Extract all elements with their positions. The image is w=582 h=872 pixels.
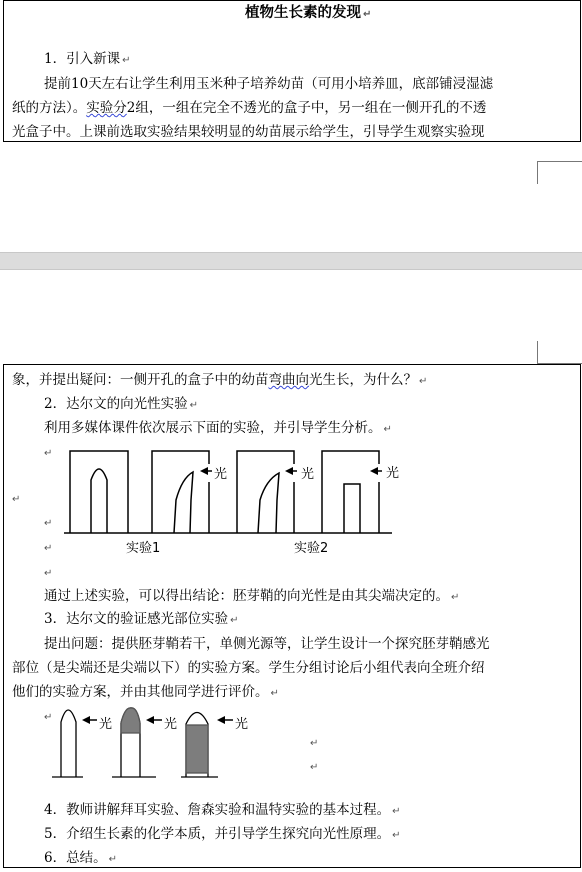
paragraph-mark: ↵ bbox=[44, 518, 53, 529]
figure2-light-label: 光 bbox=[99, 717, 113, 732]
section3-paragraph-line1: 提出问题：提供胚芽鞘若干，单侧光源等，让学生设计一个探究胚芽鞘感光 bbox=[44, 636, 490, 652]
section3-paragraph-line2: 部位（是尖端还是尖端以下）的实验方案。学生分组讨论后小组代表向全班介绍 bbox=[12, 660, 485, 676]
figure1-light-label: 光 bbox=[386, 466, 400, 481]
section4-paragraph: 4．教师讲解拜耳实验、詹森实验和温特实验的基本过程。 ↵ bbox=[44, 802, 401, 818]
paragraph-mark: ↵ bbox=[12, 494, 21, 505]
paragraph-mark: ↵ bbox=[44, 712, 53, 723]
figure1-caption-exp1: 实验1 bbox=[126, 541, 161, 556]
figure2-opaque-cap bbox=[121, 708, 140, 733]
figure1-light-label: 光 bbox=[214, 467, 228, 482]
figure1-caption-exp2: 实验2 bbox=[294, 541, 329, 556]
section1-paragraph-line3: 光盒子中。上课前选取实验结果较明显的幼苗展示给学生，引导学生观察实验现 bbox=[12, 124, 485, 140]
section2-heading: 2．达尔文的向光性实验 ↵ bbox=[44, 396, 198, 412]
section3-heading: 3．达尔文的验证感光部位实验 ↵ bbox=[44, 611, 239, 627]
section6-paragraph: 6．总结。 ↵ bbox=[44, 850, 117, 866]
figure2-light-label: 光 bbox=[235, 717, 249, 732]
paragraph-mark: ↵ bbox=[310, 738, 319, 749]
spellcheck-underline: 实验分 bbox=[86, 100, 127, 116]
section1-heading: 1．引入新课 ↵ bbox=[44, 51, 131, 67]
paragraph-mark: ↵ bbox=[44, 448, 53, 459]
section5-paragraph: 5．介绍生长素的化学本质，并引导学生探究向光性原理。 ↵ bbox=[44, 826, 401, 842]
figure1-light-label: 光 bbox=[301, 467, 315, 482]
conclusion-paragraph: 通过上述实验，可以得出结论：胚芽鞘的向光性是由其尖端决定的。 ↵ bbox=[44, 588, 460, 604]
section3-paragraph-line3: 他们的实验方案，并由其他同学进行评价。 ↵ bbox=[12, 684, 279, 700]
paragraph-mark: ↵ bbox=[44, 568, 53, 579]
paragraph-mark: ↵ bbox=[310, 762, 319, 773]
document-title: 植物生长素的发现 ↵ bbox=[245, 4, 372, 21]
section1-paragraph-line2: 纸的方法）。实验分2组，一组在完全不透光的盒子中，另一组在一侧开孔的不透 bbox=[12, 100, 487, 116]
section2-paragraph: 利用多媒体课件依次展示下面的实验，并引导学生分析。 ↵ bbox=[44, 420, 392, 436]
spellcheck-underline: 弯曲向 bbox=[268, 372, 309, 388]
section1-paragraph-line1: 提前10天左右让学生利用玉米种子培养幼苗（可用小培养皿，底部铺浸湿滤 bbox=[44, 76, 494, 92]
figure2-opaque-sleeve bbox=[186, 725, 208, 773]
paragraph-mark: ↵ bbox=[44, 543, 53, 554]
figure2-light-label: 光 bbox=[164, 717, 178, 732]
page2-paragraph-line1: 象，并提出疑问：一侧开孔的盒子中的幼苗弯曲向光生长，为什么？ ↵ bbox=[12, 372, 428, 388]
figure2-seedling-intact bbox=[61, 710, 76, 777]
